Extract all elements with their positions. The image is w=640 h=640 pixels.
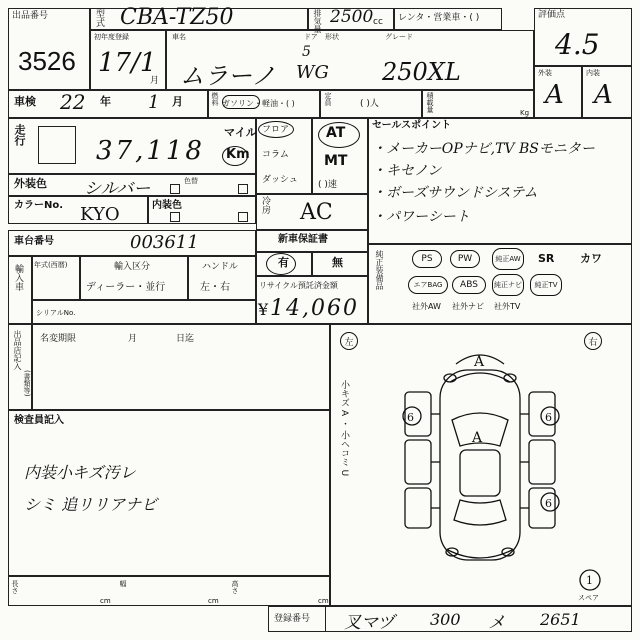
car-name-value: ムラーノ	[180, 62, 276, 90]
right-rear-door	[529, 440, 555, 484]
shape-value: WG	[296, 62, 329, 83]
car-body	[440, 370, 520, 560]
mileage-unit-bottom: Km	[226, 147, 250, 162]
equip-aftermarket-navi: 社外ナビ	[452, 302, 484, 311]
mark-roof-a: A	[472, 430, 483, 446]
rear-window	[454, 500, 506, 525]
equip-airbag: エアBAG	[408, 276, 448, 294]
name-change-label: 名変期限	[40, 334, 77, 344]
equip-sr: SR	[538, 252, 555, 265]
grade-value: 250XL	[382, 58, 461, 86]
load-label: 積載量	[426, 92, 434, 113]
left-rear-panel	[405, 488, 431, 528]
height-label: 高さ	[231, 580, 239, 594]
load-unit: Kg	[520, 109, 530, 117]
registration-class: 300	[430, 610, 461, 629]
length-label: 長さ	[11, 580, 19, 594]
interior-score-label: 内装	[586, 69, 600, 77]
equipment-label: 純正装備品	[375, 250, 384, 290]
shift-dash: ダッシュ	[262, 175, 298, 185]
recycle-label: リサイクル預託済金額	[259, 281, 338, 290]
import-type-value: ディーラー・並行	[86, 282, 166, 293]
ac-value: AC	[300, 200, 333, 225]
first-reg-value: 17/1	[98, 48, 157, 78]
trans-speed: ( )速	[318, 180, 337, 190]
spare-label: スペア	[578, 594, 599, 602]
registration-label: 登録番号	[274, 614, 311, 624]
displacement-unit: cc	[373, 17, 383, 27]
warranty-no: 無	[332, 256, 343, 269]
color-code-label: カラーNo.	[14, 200, 64, 211]
chassis-label: 車台番号	[14, 236, 54, 247]
capacity-label: 定員	[324, 92, 332, 106]
right-label: 右	[584, 332, 602, 350]
doc-label: (書類等)	[23, 370, 31, 397]
width-label: 幅	[119, 580, 127, 587]
equip-oem-navi: 純正ナビ	[492, 274, 524, 296]
sales-point-2: ・キセノン	[372, 163, 442, 179]
left-label: 左	[340, 332, 358, 350]
mileage-label: 走行	[13, 124, 26, 146]
model-type-label: 型式	[94, 9, 104, 27]
door-label: ドア	[304, 33, 318, 41]
exterior-score-value: A	[545, 80, 564, 110]
sales-point-3: ・ボーズサウンドシステム	[372, 185, 538, 201]
sales-point-1: ・メーカーOPナビ,TV BSモニター	[372, 141, 595, 157]
capacity-value: ( )人	[360, 99, 379, 109]
interior-color-label: 内装色	[152, 200, 182, 211]
fuel-label: 燃料	[211, 92, 219, 106]
equip-ps: PS	[412, 250, 442, 268]
color-change-label: 色替	[184, 177, 198, 185]
chassis-value: 003611	[130, 232, 199, 253]
fuel-options: ガソリン・軽油・( )	[222, 99, 295, 108]
name-change-day: 日迄	[176, 334, 195, 344]
trans-at: AT	[326, 125, 346, 141]
left-rear-door	[405, 440, 431, 484]
displacement-value: 2500	[330, 7, 374, 27]
equip-oem-aw: 純正AW	[492, 248, 524, 270]
sales-point-4: ・パワーシート	[372, 209, 470, 225]
grade-score-label: 評価点	[538, 10, 566, 20]
headlight-left	[444, 374, 456, 382]
color-code-value: KYO	[80, 204, 120, 225]
mark-right-rear-6: 6	[545, 497, 552, 510]
equip-pw: PW	[450, 250, 480, 268]
mark-front-a: A	[474, 354, 485, 370]
warranty-yes: 有	[278, 256, 289, 269]
recycle-value: 14,060	[270, 296, 359, 321]
height-unit: cm	[318, 597, 329, 605]
length-unit: cm	[100, 597, 111, 605]
mark-left-6: 6	[407, 411, 414, 424]
registration-kana: メ	[488, 613, 505, 633]
mark-spare-1: 1	[586, 574, 593, 587]
car-name-label: 車名	[172, 33, 186, 41]
trans-mt: MT	[324, 153, 348, 169]
interior-score-value: A	[594, 80, 613, 110]
handle-value: 左・右	[200, 282, 230, 293]
first-reg-label: 初年度登録	[94, 33, 129, 41]
year-label: 年式(西暦)	[34, 261, 68, 269]
inspection-month: 1	[148, 92, 160, 113]
first-reg-unit: 月	[150, 76, 160, 86]
sales-points-label: セールスポイント	[372, 120, 452, 131]
usage-label: レンタ・営業車・( )	[398, 13, 480, 23]
warranty-label: 新車保証書	[278, 234, 328, 245]
front-bumper	[450, 373, 510, 382]
lot-number: 3526	[18, 46, 76, 76]
equip-abs: ABS	[452, 276, 486, 294]
exterior-color-label: 外装色	[14, 177, 47, 190]
mileage-unit-top: マイル	[224, 126, 257, 139]
inspection-year: 22	[60, 90, 86, 114]
model-type-value: CBA-TZ50	[120, 5, 234, 30]
shift-column: コラム	[262, 150, 289, 160]
equip-aftermarket-aw: 社外AW	[412, 302, 441, 311]
inspector-label: 検査員記入	[14, 415, 64, 426]
serial-label: シリアルNo.	[36, 309, 76, 317]
roof	[460, 450, 500, 496]
displacement-label: 排気量	[313, 9, 322, 33]
equip-oem-tv: 純正TV	[530, 274, 562, 296]
shift-floor: フロア	[262, 125, 290, 135]
shape-label: 形状	[325, 33, 339, 41]
equip-leather: カワ	[580, 252, 602, 265]
damage-legend: 小キズ A ・ 小ヘコミ U	[339, 380, 349, 477]
import-type-label: 輸入区分	[114, 262, 151, 272]
mileage-value: 37,118	[96, 136, 205, 166]
lot-label: 出品番号	[12, 11, 49, 21]
inspector-note-1: 内装小キズ汚レ	[24, 463, 136, 482]
name-change-month: 月	[128, 334, 138, 344]
equip-aftermarket-tv: 社外TV	[494, 302, 521, 311]
inspection-month-unit: 月	[172, 95, 183, 108]
inspection-year-unit: 年	[100, 95, 111, 108]
exterior-color-value: シルバー	[84, 179, 151, 199]
grade-score-value: 4.5	[555, 28, 600, 61]
seller-label: 出品店記入	[13, 330, 22, 370]
import-label: 輸入車	[13, 264, 23, 291]
recycle-prefix: ¥	[258, 300, 269, 319]
door-value: 5	[302, 44, 311, 60]
inspector-note-2: シミ 追リリアナビ	[24, 495, 158, 514]
registration-number: 2651	[540, 610, 581, 629]
mark-right-6: 6	[545, 411, 552, 424]
width-unit: cm	[208, 597, 219, 605]
headlight-right	[504, 374, 516, 382]
exterior-score-label: 外装	[538, 69, 552, 77]
handle-label: ハンドル	[202, 262, 239, 272]
ac-label: 冷房	[260, 196, 270, 214]
grade-label: グレード	[385, 33, 413, 41]
inspection-label: 車検	[14, 95, 36, 108]
registration-region: 叉マヅ	[344, 613, 395, 633]
car-outline	[403, 355, 600, 590]
